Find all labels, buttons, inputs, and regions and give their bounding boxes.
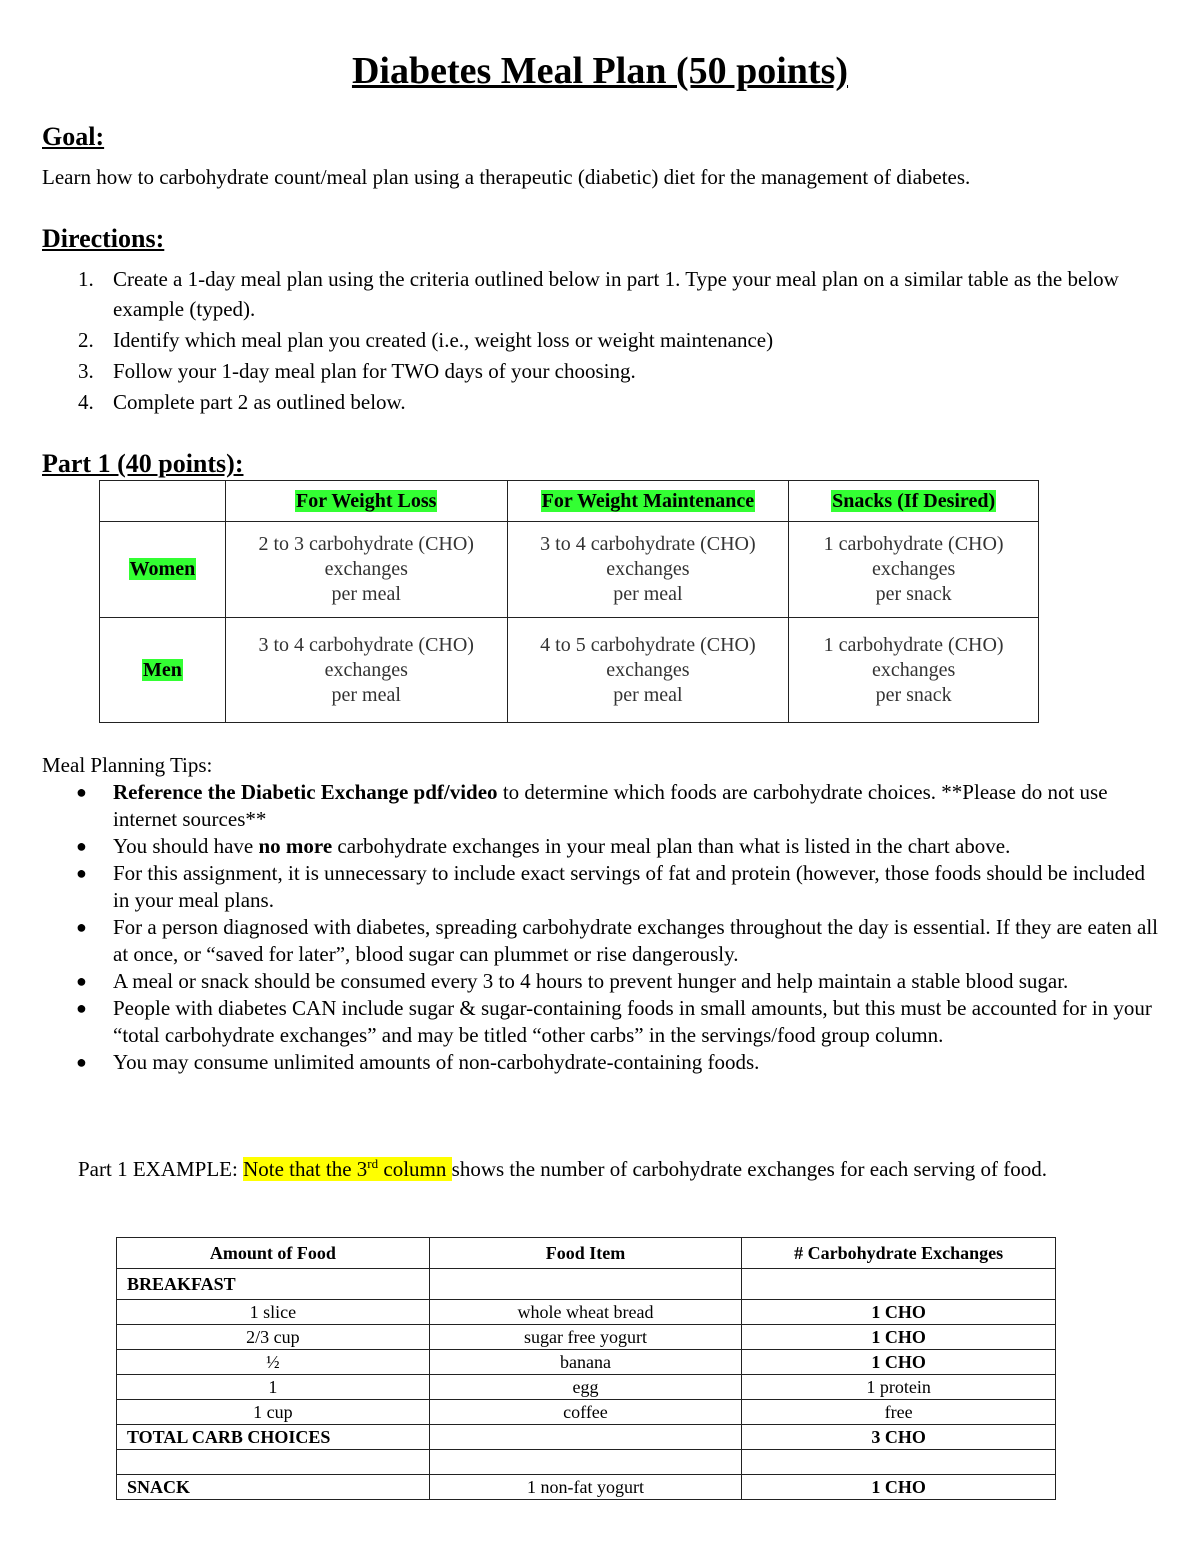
goal-text: Learn how to carbohydrate count/meal plan using a therapeutic (diabetic) diet for the management of diabetes. bbox=[42, 165, 971, 189]
list-item: ● For this assignment, it is unnecessary to include exact servings of fat and protein (however, those foods should be included in your meal plans. bbox=[76, 861, 1146, 912]
list-item: 1. Create a 1-day meal plan using the criteria outlined below in part 1. Type your meal plan on a similar table as the below example (typed). bbox=[78, 267, 1119, 321]
tips-list bbox=[42, 779, 1162, 1076]
bullet-icon: ● bbox=[76, 917, 87, 937]
example-note: Part 1 EXAMPLE: Note that the 3rd column shows the number of carbohydrate exchanges for each serving of food. bbox=[78, 1156, 1048, 1181]
bullet-icon: ● bbox=[76, 863, 87, 883]
directions-list bbox=[42, 264, 1152, 418]
table-row: 2/3 cup sugar free yogurt 1 CHO bbox=[117, 1325, 1056, 1350]
list-item: 3. Follow your 1-day meal plan for TWO days of your choosing. bbox=[78, 359, 636, 383]
row-label: Women bbox=[100, 522, 226, 618]
bullet-icon: ● bbox=[76, 998, 87, 1018]
list-item: ● You may consume unlimited amounts of non-carbohydrate-containing foods. bbox=[76, 1050, 760, 1074]
table-header-cell bbox=[100, 481, 226, 522]
table-row: 1 cup coffee free bbox=[117, 1400, 1056, 1425]
list-item: ● A meal or snack should be consumed every 3 to 4 hours to prevent hunger and help maintain a stable blood sugar. bbox=[76, 969, 1069, 993]
example-meal-table bbox=[116, 1237, 1056, 1500]
list-item: ● For a person diagnosed with diabetes, spreading carbohydrate exchanges throughout the day is essential. If they are eaten all at once, or “saved for later”, blood sugar can plummet or rise dangerously. bbox=[76, 915, 1158, 966]
list-item: ● People with diabetes CAN include sugar & sugar-containing foods in small amounts, but this must be accounted for in your “total carbohydrate exchanges” and may be titled “other carbs” in the servings/food group column. bbox=[76, 996, 1152, 1047]
table-cell: 4 to 5 carbohydrate (CHO) exchanges per meal bbox=[507, 618, 789, 723]
list-item: ● You should have no more carbohydrate exchanges in your meal plan than what is listed in the chart above. bbox=[76, 834, 1011, 858]
directions-heading: Directions: bbox=[42, 224, 165, 253]
table-row: 1 egg 1 protein bbox=[117, 1375, 1056, 1400]
table-cell: 1 carbohydrate (CHO) exchanges per snack bbox=[789, 618, 1039, 723]
row-label: Men bbox=[100, 618, 226, 723]
table-row bbox=[100, 481, 1039, 522]
tips-label: Meal Planning Tips: bbox=[42, 753, 213, 777]
table-row bbox=[117, 1238, 1056, 1269]
list-item: ● Reference the Diabetic Exchange pdf/video to determine which foods are carbohydrate choices. **Please do not use internet sources** bbox=[76, 780, 1108, 831]
highlighted-note: Note that the 3rd column bbox=[243, 1156, 452, 1181]
table-row: TOTAL CARB CHOICES 3 CHO bbox=[117, 1425, 1056, 1450]
bullet-icon: ● bbox=[76, 836, 87, 856]
table-cell: 2 to 3 carbohydrate (CHO) exchanges per meal bbox=[225, 522, 507, 618]
list-item: 4. Complete part 2 as outlined below. bbox=[78, 390, 406, 414]
bullet-icon: ● bbox=[76, 1052, 87, 1072]
bullet-icon: ● bbox=[76, 971, 87, 991]
table-header-cell: Snacks (If Desired) bbox=[789, 481, 1039, 522]
table-row bbox=[100, 618, 1039, 723]
criteria-table bbox=[99, 480, 1039, 723]
part1-heading: Part 1 (40 points): bbox=[42, 449, 244, 478]
table-header-cell: For Weight Loss bbox=[225, 481, 507, 522]
list-item: 2. Identify which meal plan you created (i.e., weight loss or weight maintenance) bbox=[78, 328, 774, 352]
table-header-cell: For Weight Maintenance bbox=[507, 481, 789, 522]
table-cell: 1 carbohydrate (CHO) exchanges per snack bbox=[789, 522, 1039, 618]
table-cell: 3 to 4 carbohydrate (CHO) exchanges per meal bbox=[225, 618, 507, 723]
table-row: SNACK 1 non-fat yogurt 1 CHO bbox=[117, 1475, 1056, 1500]
table-row: BREAKFAST bbox=[117, 1269, 1056, 1300]
table-header-cell: # Carbohydrate Exchanges bbox=[742, 1238, 1056, 1269]
bullet-icon: ● bbox=[76, 782, 87, 802]
table-header-cell: Food Item bbox=[429, 1238, 742, 1269]
table-row: ½ banana 1 CHO bbox=[117, 1350, 1056, 1375]
table-row bbox=[117, 1450, 1056, 1475]
goal-heading: Goal: bbox=[42, 122, 105, 151]
table-row bbox=[100, 522, 1039, 618]
table-row: 1 slice whole wheat bread 1 CHO bbox=[117, 1300, 1056, 1325]
page-title: Diabetes Meal Plan (50 points) bbox=[351, 50, 849, 92]
table-header-cell: Amount of Food bbox=[117, 1238, 430, 1269]
table-cell: 3 to 4 carbohydrate (CHO) exchanges per meal bbox=[507, 522, 789, 618]
